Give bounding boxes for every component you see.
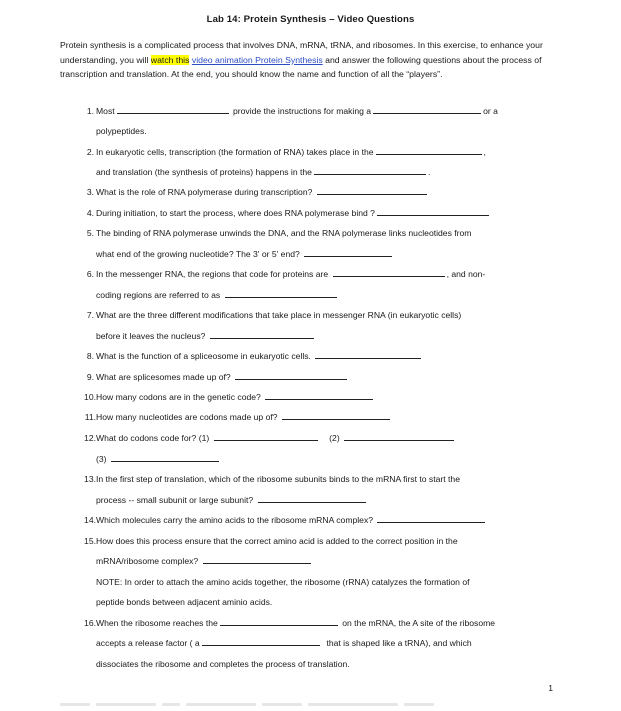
answer-blank[interactable] [315, 350, 421, 359]
answer-blank[interactable] [203, 555, 311, 564]
page-number: 1 [548, 683, 553, 693]
answer-blank[interactable] [377, 514, 485, 523]
question-16-final: dissociates the ribosome and completes the process of translation. [96, 659, 350, 669]
next-page-bleed [60, 693, 540, 697]
intro-text-2: and answer the following questions about the process of transcription and translation. At the end, you should know the name and function of all the “players”. [60, 54, 542, 80]
answer-blank[interactable] [376, 146, 482, 155]
answer-blank[interactable] [314, 166, 426, 175]
question-6-continued: coding regions are referred to as [96, 289, 339, 301]
answer-blank[interactable] [210, 330, 314, 339]
question-15-continued: mRNA/ribosome complex? [96, 555, 313, 567]
question-1-continued: polypeptides. [96, 126, 147, 136]
question-12-continued: (3) [96, 453, 221, 465]
highlighted-text: watch this [150, 54, 190, 65]
answer-blank[interactable] [333, 268, 445, 277]
intro-text-1: Protein synthesis is a complicated process that involves DNA, mRNA, tRNA, and ribosomes. In this exercise, to enhance your understanding, you will [60, 40, 543, 65]
worksheet-page: Lab 14: Protein Synthesis – Video Questions Protein synthesis is a complicated process that involves DNA, mRNA, tRNA, and ribosomes. In this exercise, to enhance your understanding, you will watch this video animation Protein Synthesis and answer the following questions about the process of transcription and translation. At the end, you should know the name and function of all the “players”. 1. Most provide the instructions for making a or a polypeptides. 2. In eukaryotic cells, transcription (the formation of RNA) takes place in the , and translation (the synthesis of proteins) happens in the . 3. What is the role of RNA polymerase during transcription? 4. During initiation, to start the process, where does RNA polymerase bind ? 5. The binding of RNA polymerase unwinds the DNA, and the RNA polymerase links nucleotides from what end of the growing nucleotide? The 3' or 5' end? 6. In the messenger RNA, the regions that code for proteins are , and non- coding regions are referred to as 7. What are the three different modifications that take place in messenger RNA (in eukaryotic cells) before it leaves the nucleus? 8. What is the function of a spliceosome in eukaryotic cells. 9. What are splicesomes made up of? 10. How many codons are in the genetic code? 11. How many nucleotides are codons made up of? 12. What do codons code for? (1) (2) (3) 13. In the first step of translation, which of the ribosome subunits binds to the mRNA first to start the process -- small subunit or large subunit? 14. Which molecules carry the amino acids to the ribosome mRNA complex? 15. How does this process ensure that the correct amino acid is added to the correct position in the mRNA/ribosome complex? NOTE: In order to attach the amino acids together, the ribosome (rRNA) catalyzes the formation of peptide bonds between adjacent aminio acids. 16. When the ribosome reaches the on the mRNA, the A site of the ribosome accepts a release factor ( a that is shaped like a tRNA), and which dissociates the ribosome and completes the process of translation. 1 [0, 0, 621, 700]
video-link[interactable]: video animation Protein Synthesis [191, 54, 323, 65]
question-5-continued: what end of the growing nucleotide? The 3' or 5' end? [96, 248, 394, 260]
question-13-continued: process -- small subunit or large subunit? [96, 494, 368, 506]
answer-blank[interactable] [202, 637, 320, 646]
answer-blank[interactable] [214, 432, 318, 441]
question-2-continued: and translation (the synthesis of proteins) happens in the . [96, 167, 431, 177]
note-line-2: peptide bonds between adjacent aminio acids. [96, 597, 273, 607]
answer-blank[interactable] [111, 453, 219, 462]
answer-blank[interactable] [282, 411, 390, 420]
answer-blank[interactable] [377, 207, 489, 216]
answer-blank[interactable] [304, 248, 392, 257]
answer-blank[interactable] [235, 371, 347, 380]
page-title: Lab 14: Protein Synthesis – Video Questions [206, 14, 415, 25]
answer-blank[interactable] [258, 494, 366, 503]
intro-paragraph [60, 38, 560, 82]
answer-blank[interactable] [317, 186, 427, 195]
question-7-continued: before it leaves the nucleus? [96, 330, 316, 342]
answer-blank[interactable] [225, 289, 337, 298]
answer-blank[interactable] [220, 617, 338, 626]
answer-blank[interactable] [344, 432, 454, 441]
note-line-1: NOTE: In order to attach the amino acids together, the ribosome (rRNA) catalyzes the formation of [96, 577, 470, 587]
answer-blank[interactable] [117, 105, 229, 114]
answer-blank[interactable] [265, 391, 373, 400]
question-16-continued: accepts a release factor ( a that is shaped like a tRNA), and which [96, 638, 472, 648]
answer-blank[interactable] [373, 105, 481, 114]
